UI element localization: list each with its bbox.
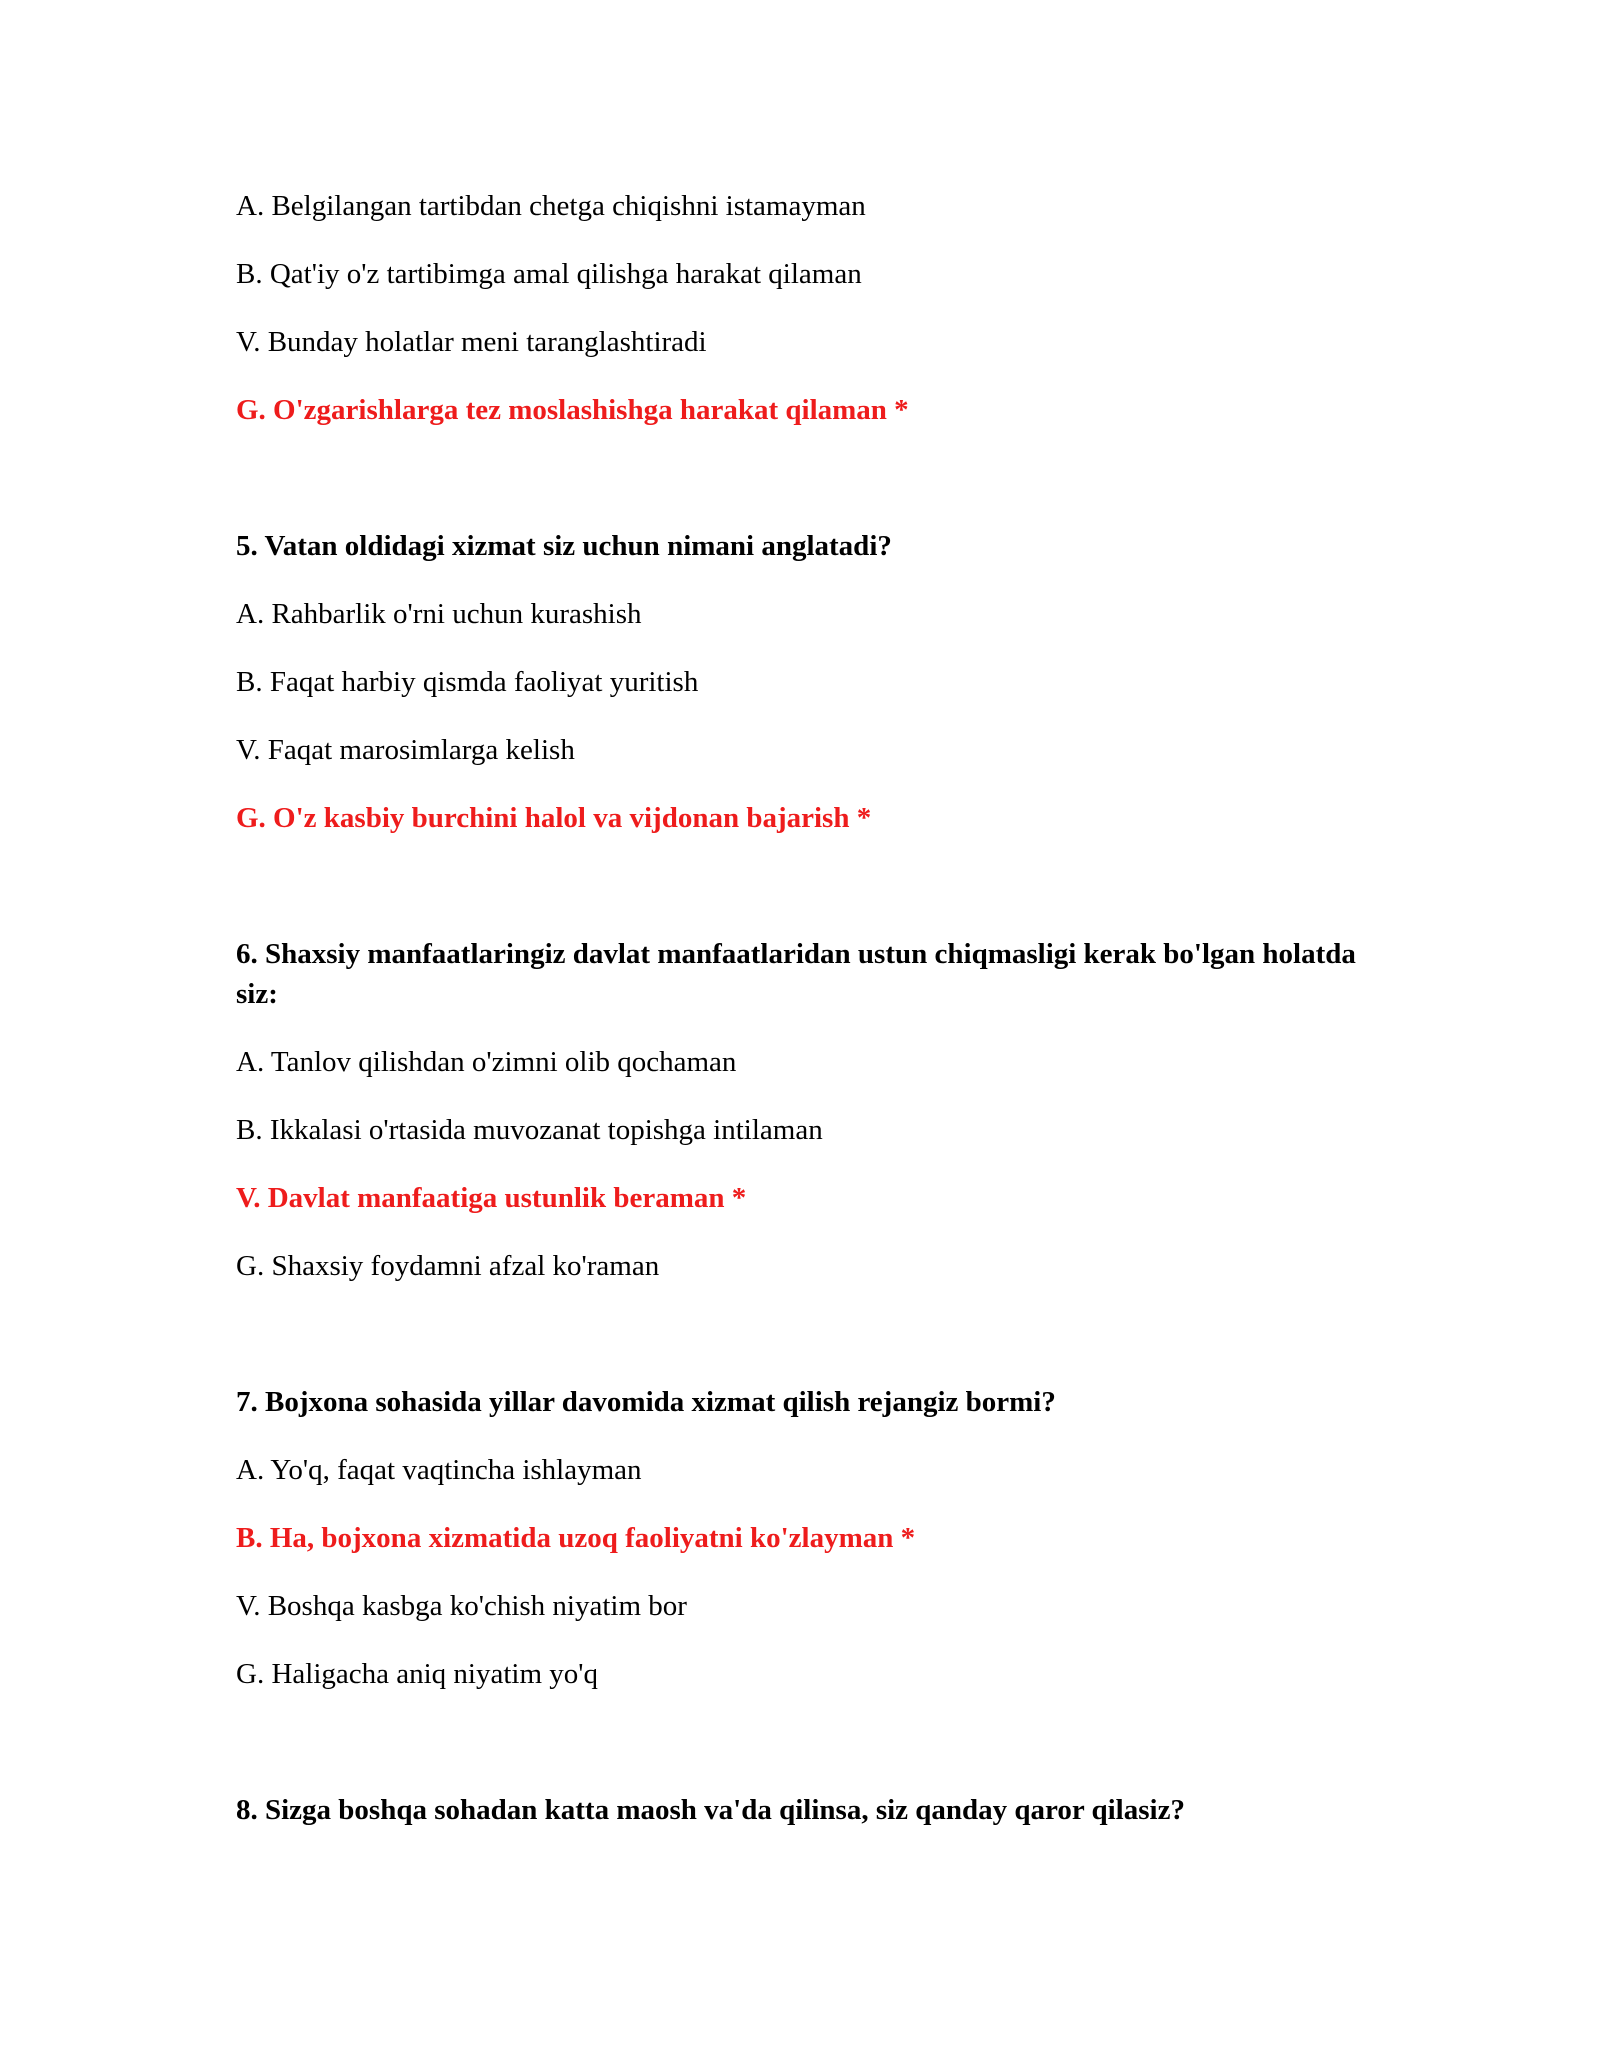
option-6v-correct: V. Davlat manfaatiga ustunlik beraman *: [236, 1182, 747, 1214]
document-page: [236, 186, 1376, 1858]
option-7b-correct: B. Ha, bojxona xizmatida uzoq faoliyatni ko'zlayman *: [236, 1522, 916, 1554]
option-4v: V. Bunday holatlar meni taranglashtiradi: [236, 326, 707, 358]
option-5a: A. Rahbarlik o'rni uchun kurashish: [236, 598, 642, 630]
option-7g: G. Haligacha aniq niyatim yo'q: [236, 1658, 598, 1690]
question-5: 5. Vatan oldidagi xizmat siz uchun nimani anglatadi?: [236, 530, 892, 562]
option-7a: A. Yo'q, faqat vaqtincha ishlayman: [236, 1454, 642, 1486]
option-6b: B. Ikkalasi o'rtasida muvozanat topishga intilaman: [236, 1114, 823, 1146]
option-7v: V. Boshqa kasbga ko'chish niyatim bor: [236, 1590, 687, 1622]
question-6: 6. Shaxsiy manfaatlaringiz davlat manfaatlaridan ustun chiqmasligi kerak bo'lgan holatda siz:: [236, 938, 1356, 1010]
option-4g-correct: G. O'zgarishlarga tez moslashishga harakat qilaman *: [236, 394, 909, 426]
option-5v: V. Faqat marosimlarga kelish: [236, 734, 575, 766]
option-4b: B. Qat'iy o'z tartibimga amal qilishga harakat qilaman: [236, 258, 862, 290]
option-5b: B. Faqat harbiy qismda faoliyat yuritish: [236, 666, 699, 698]
question-8: 8. Sizga boshqa sohadan katta maosh va'da qilinsa, siz qanday qaror qilasiz?: [236, 1794, 1185, 1826]
option-4a: A. Belgilangan tartibdan chetga chiqishni istamayman: [236, 190, 866, 222]
question-7: 7. Bojxona sohasida yillar davomida xizmat qilish rejangiz bormi?: [236, 1386, 1056, 1418]
option-5g-correct: G. O'z kasbiy burchini halol va vijdonan bajarish *: [236, 802, 872, 834]
option-6a: A. Tanlov qilishdan o'zimni olib qochaman: [236, 1046, 737, 1078]
option-6g: G. Shaxsiy foydamni afzal ko'raman: [236, 1250, 660, 1282]
